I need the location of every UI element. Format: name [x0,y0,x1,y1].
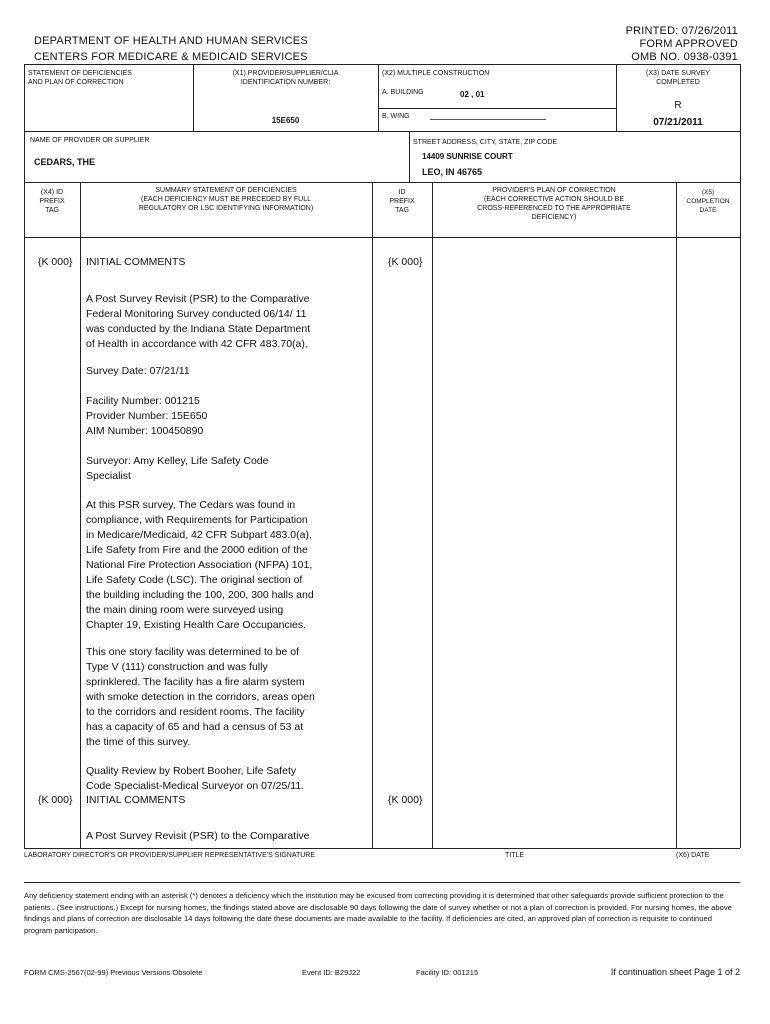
x5-header: (X5) COMPLETION DATE [686,189,730,214]
provider-name-value: CEDARS, THE [34,157,96,167]
paragraph-facility: Facility Number: 001215 Provider Number: 15E650 AIM Number: 100450890 [86,395,208,437]
date-label: (X6) DATE [676,852,710,859]
provider-id-value: 15E650 [271,116,300,125]
paragraph-psr-continued: A Post Survey Revisit (PSR) to the Comparative [86,830,310,842]
id-tag-1: {K 000} [388,256,423,268]
paragraph-psr: A Post Survey Revisit (PSR) to the Comparative Federal Monitoring Survey conducted 06/14/ 11 was conducted by the Indiana State Department of Health in accordance with 42 CFR 483.70(a). [86,293,311,350]
summary-header: SUMMARY STATEMENT OF DEFICIENCIES (EACH DEFICIENCY MUST BE PRECEDED BY FULL REGULATORY OR LSC IDENTIFYING INFORMATION) [138,187,314,212]
paragraph-construction: This one story facility was determined to be of Type V (111) construction and was fully sprinklered. The facility has a fire alarm system with smoke detection in the corridors, areas open to the corridors and resident rooms. The facility has a capacity of 65 and had a census of 53 at the time of this survey. [86,646,315,748]
address-label: STREET ADDRESS, CITY, STATE, ZIP CODE [413,139,558,146]
x4-header: (X4) ID PREFIX TAG [39,189,65,214]
department-title: DEPARTMENT OF HEALTH AND HUMAN SERVICES [34,35,308,47]
id-tag-2: {K 000} [388,794,423,806]
x2-label: (X2) MULTIPLE CONSTRUCTION [382,70,490,77]
id-header: ID PREFIX TAG [389,189,415,214]
tag-2: {K 000} [38,794,73,806]
x3-mark: R [674,100,682,111]
paragraph-compliance: At this PSR survey, The Cedars was found in compliance, with Requirements for Participation in Medicare/Medicaid, 42 CFR Subpart 483.0(a), Life Safety from Fire and the 2000 edition of the National Fire Protection Association (NFPA) 101, Life Safety Code (LSC). The original section of the building including the 100, 200, 300 halls and the main dining room were surveyed using Chapter 19, Existing Health Care Occupancies. [86,499,314,631]
deficiency-notice: Any deficiency statement ending with an asterisk (*) denotes a deficiency which the institution may be excused from correcting providing it is determined that other safeguards provide sufficient protection to the patients . (See instructions.) Except for nursing homes, the findings stated above are disclosable 90 days following the date of survey whether or not a plan of correction is provided. For nursing homes, the above findings and plans of correction are disclosable 14 days following the date these documents are made available to the facility. If deficiencies are cited, an approved plan of correction is requisite to continued program participation. [24,891,732,935]
x1-label: (X1) PROVIDER/SUPPLIER/CLIA IDENTIFICATION NUMBER: [232,70,339,86]
event-id: Event ID: B29J22 [302,968,361,977]
statement-label: STATEMENT OF DEFICIENCIES AND PLAN OF CORRECTION [28,70,132,86]
signature-label: LABORATORY DIRECTOR'S OR PROVIDER/SUPPLIER REPRESENTATIVE'S SIGNATURE [24,852,316,859]
tag-1: {K 000} [38,256,73,268]
paragraph-quality-review: Quality Review by Robert Booher, Life Safety Code Specialist-Medical Surveyor on 07/25/11. [86,765,305,792]
x3-label: (X3) DATE SURVEY COMPLETED [646,70,710,86]
wing-label: B. WING [382,113,410,120]
centers-title: CENTERS FOR MEDICARE & MEDICAID SERVICES [34,51,308,63]
paragraph-survey-date: Survey Date: 07/21/11 [86,365,190,377]
heading-2: INITIAL COMMENTS [86,794,186,806]
survey-completed-date: 07/21/2011 [653,117,703,128]
street-value: 14409 SUNRISE COURT [422,152,513,161]
printed-date: PRINTED: 07/26/2011 [625,25,738,37]
form-approved: FORM APPROVED [639,38,738,50]
city-value: LEO, IN 46765 [422,167,483,177]
paragraph-surveyor: Surveyor: Amy Kelley, Life Safety Code Specialist [86,455,269,482]
continuation-page: If continuation sheet Page 1 of 2 [610,967,740,977]
provider-name-label: NAME OF PROVIDER OR SUPPLIER [30,137,150,144]
facility-id: Facility ID: 001215 [416,968,479,977]
omb-number: OMB NO. 0938-0391 [631,51,738,63]
building-label: A. BUILDING [382,89,424,96]
building-value: 02 , 01 [460,90,485,99]
form-number: FORM CMS-2567(02-99) Previous Versions Obsolete [24,968,203,977]
title-label: TITLE [505,852,525,859]
heading-1: INITIAL COMMENTS [86,256,186,268]
plan-header: PROVIDER'S PLAN OF CORRECTION (EACH CORRECTIVE ACTION SHOULD BE CROSS-REFERENCED TO THE APPROPRIATE DEFICIENCY) [477,187,631,221]
